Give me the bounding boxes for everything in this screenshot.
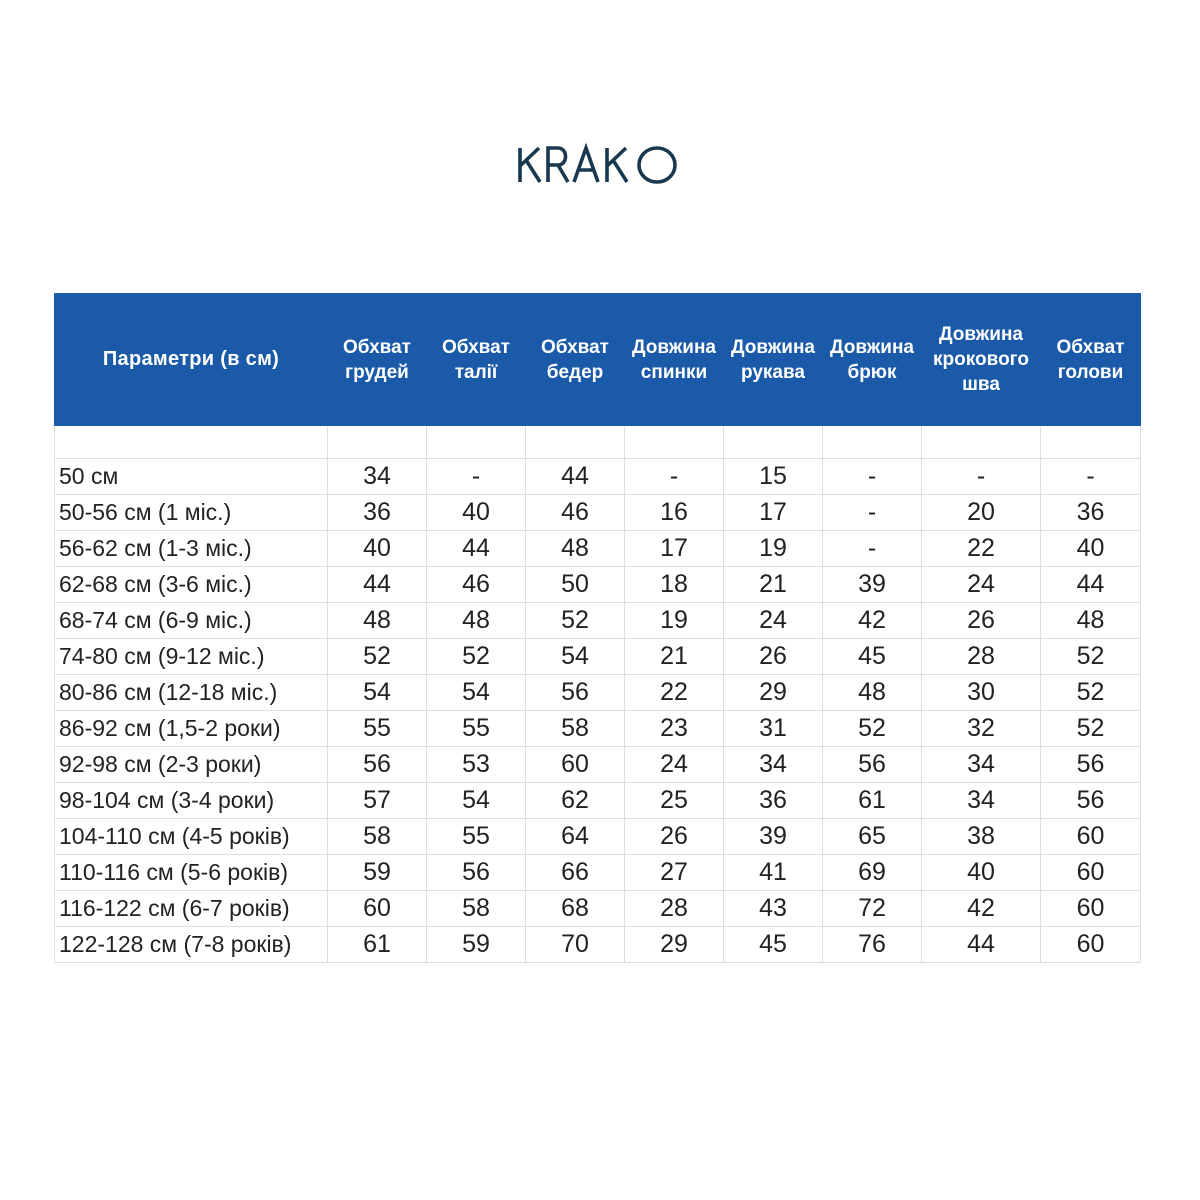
measurement-cell: 56 [1041,747,1141,783]
measurement-cell: 52 [427,639,526,675]
measurement-cell: 56 [823,747,922,783]
measurement-cell: 42 [922,891,1041,927]
measurement-cell: 36 [724,783,823,819]
header-head: Обхват голови [1041,293,1141,426]
measurement-cell: 45 [823,639,922,675]
measurement-cell: 56 [526,675,625,711]
table-row [55,819,1141,855]
measurement-cell: 52 [1041,711,1141,747]
measurement-cell: 45 [724,927,823,963]
measurement-cell: 30 [922,675,1041,711]
size-parameter-cell: 62-68 см (3-6 міс.) [55,567,328,603]
header-trousers-length: Довжина брюк [823,293,922,426]
measurement-cell: 56 [328,747,427,783]
measurement-cell: 43 [724,891,823,927]
measurement-cell: 44 [922,927,1041,963]
measurement-cell: - [625,459,724,495]
table-row [55,495,1141,531]
measurement-cell: - [823,495,922,531]
measurement-cell: - [922,459,1041,495]
size-parameter-cell: 98-104 см (3-4 роки) [55,783,328,819]
measurement-cell: 29 [724,675,823,711]
table-row [55,747,1141,783]
measurement-cell: 46 [526,495,625,531]
measurement-cell: 28 [625,891,724,927]
measurement-cell: 36 [328,495,427,531]
size-parameter-cell: 80-86 см (12-18 міс.) [55,675,328,711]
measurement-cell: 44 [1041,567,1141,603]
measurement-cell: 69 [823,855,922,891]
measurement-cell: 64 [526,819,625,855]
measurement-cell: 21 [625,639,724,675]
measurement-cell: 24 [625,747,724,783]
measurement-cell: 60 [1041,891,1141,927]
measurement-cell: 32 [922,711,1041,747]
table-header [55,293,1141,426]
measurement-cell: 50 [526,567,625,603]
measurement-cell: 44 [427,531,526,567]
table-row [55,891,1141,927]
measurement-cell: 27 [625,855,724,891]
measurement-cell: 70 [526,927,625,963]
measurement-cell: 34 [724,747,823,783]
measurement-cell: 28 [922,639,1041,675]
measurement-cell: 40 [1041,531,1141,567]
measurement-cell: 57 [328,783,427,819]
size-parameter-cell: 104-110 см (4-5 років) [55,819,328,855]
measurement-cell: - [823,459,922,495]
size-parameter-cell: 92-98 см (2-3 роки) [55,747,328,783]
header-hips: Обхват бедер [526,293,625,426]
measurement-cell: 36 [1041,495,1141,531]
measurement-cell: 19 [625,603,724,639]
measurement-cell: 55 [328,711,427,747]
measurement-cell: 39 [823,567,922,603]
measurement-cell: 52 [328,639,427,675]
measurement-cell: 17 [625,531,724,567]
measurement-cell: - [427,459,526,495]
table-row [55,855,1141,891]
measurement-cell: 22 [625,675,724,711]
measurement-cell: 58 [427,891,526,927]
measurement-cell: 19 [724,531,823,567]
measurement-cell: 60 [1041,927,1141,963]
measurement-cell: 29 [625,927,724,963]
measurement-cell: 21 [724,567,823,603]
header-sleeve-length: Довжина рукава [724,293,823,426]
measurement-cell: 34 [328,459,427,495]
size-parameter-cell: 68-74 см (6-9 міс.) [55,603,328,639]
measurement-cell: 44 [526,459,625,495]
size-parameter-cell: 56-62 см (1-3 міс.) [55,531,328,567]
measurement-cell: 48 [427,603,526,639]
measurement-cell: - [1041,459,1141,495]
measurement-cell: 17 [724,495,823,531]
measurement-cell: 26 [922,603,1041,639]
measurement-cell: 65 [823,819,922,855]
measurement-cell: 72 [823,891,922,927]
measurement-cell: 48 [1041,603,1141,639]
measurement-cell: 44 [328,567,427,603]
measurement-cell: 52 [1041,675,1141,711]
measurement-cell: 25 [625,783,724,819]
measurement-cell: 41 [724,855,823,891]
measurement-cell: 52 [823,711,922,747]
measurement-cell: 40 [427,495,526,531]
measurement-cell: 60 [1041,855,1141,891]
measurement-cell: 40 [328,531,427,567]
table-row [55,459,1141,495]
measurement-cell: 54 [328,675,427,711]
header-row [55,293,1141,426]
measurement-cell: 42 [823,603,922,639]
measurement-cell: 38 [922,819,1041,855]
measurement-cell: 52 [1041,639,1141,675]
measurement-cell: 23 [625,711,724,747]
size-parameter-cell: 74-80 см (9-12 міс.) [55,639,328,675]
measurement-cell: 76 [823,927,922,963]
table-body [55,426,1141,963]
brand-logo [0,140,1200,190]
size-parameter-cell: 50-56 см (1 міс.) [55,495,328,531]
table-row [55,567,1141,603]
measurement-cell: 16 [625,495,724,531]
measurement-cell: 59 [427,927,526,963]
measurement-cell: 48 [823,675,922,711]
size-parameter-cell: 122-128 см (7-8 років) [55,927,328,963]
measurement-cell: 56 [427,855,526,891]
header-parameters: Параметри (в см) [55,293,328,426]
measurement-cell: 68 [526,891,625,927]
measurement-cell: 48 [526,531,625,567]
measurement-cell: 46 [427,567,526,603]
measurement-cell: 20 [922,495,1041,531]
measurement-cell: 48 [328,603,427,639]
measurement-cell: 31 [724,711,823,747]
table-row [55,639,1141,675]
header-spacer-row [55,426,1141,459]
measurement-cell: 56 [1041,783,1141,819]
table-row [55,711,1141,747]
table-row [55,603,1141,639]
measurement-cell: 62 [526,783,625,819]
table-row [55,531,1141,567]
size-parameter-cell: 86-92 см (1,5-2 роки) [55,711,328,747]
measurement-cell: 54 [526,639,625,675]
measurement-cell: 61 [328,927,427,963]
measurement-cell: 39 [724,819,823,855]
header-chest: Обхват грудей [328,293,427,426]
size-chart-table [54,293,1141,963]
header-inseam: Довжина крокового шва [922,293,1041,426]
header-waist: Обхват талії [427,293,526,426]
measurement-cell: 34 [922,747,1041,783]
measurement-cell: 26 [625,819,724,855]
measurement-cell: 52 [526,603,625,639]
measurement-cell: 58 [526,711,625,747]
measurement-cell: 61 [823,783,922,819]
measurement-cell: 59 [328,855,427,891]
table-row [55,783,1141,819]
measurement-cell: 22 [922,531,1041,567]
size-parameter-cell: 110-116 см (5-6 років) [55,855,328,891]
measurement-cell: - [823,531,922,567]
measurement-cell: 60 [328,891,427,927]
measurement-cell: 60 [526,747,625,783]
measurement-cell: 15 [724,459,823,495]
measurement-cell: 24 [724,603,823,639]
header-back-length: Довжина спинки [625,293,724,426]
measurement-cell: 34 [922,783,1041,819]
measurement-cell: 55 [427,711,526,747]
table-row [55,927,1141,963]
measurement-cell: 26 [724,639,823,675]
measurement-cell: 18 [625,567,724,603]
size-parameter-cell: 50 см [55,459,328,495]
measurement-cell: 53 [427,747,526,783]
table-row [55,675,1141,711]
measurement-cell: 55 [427,819,526,855]
krako-logo-graphic [518,145,682,185]
measurement-cell: 24 [922,567,1041,603]
measurement-cell: 60 [1041,819,1141,855]
measurement-cell: 66 [526,855,625,891]
measurement-cell: 54 [427,783,526,819]
measurement-cell: 40 [922,855,1041,891]
size-parameter-cell: 116-122 см (6-7 років) [55,891,328,927]
measurement-cell: 58 [328,819,427,855]
measurement-cell: 54 [427,675,526,711]
